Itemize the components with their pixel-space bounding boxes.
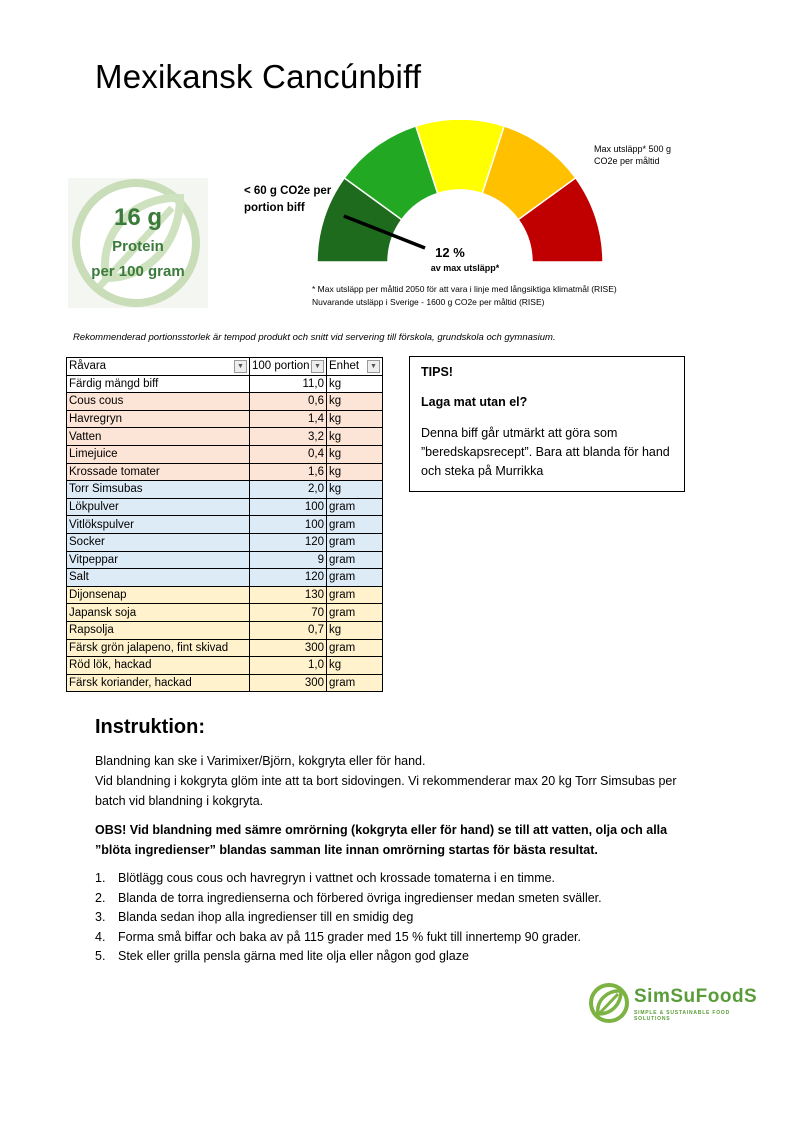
ingredient-amount: 120 [250,569,327,587]
table-row [67,516,383,534]
ingredient-unit: kg [327,428,383,446]
ingredient-name: Dijonsenap [67,586,250,604]
instructions-paragraph: Blandning kan ske i Varimixer/Björn, kokgryta eller för hand. [95,754,426,768]
gauge-footnote [312,283,712,309]
tips-subtitle: Laga mat utan el? [421,395,528,409]
ingredient-name: Färdig mängd biff [67,375,250,393]
instructions-paragraph: Vid blandning i kokgryta glöm inte att ta bort sidovingen. Vi rekommenderar max 20 kg Torr Simsubas per batch vid blandning i kokgryta. [95,774,677,808]
leaf-logo-icon [588,982,632,1026]
table-row [67,410,383,428]
step-number: 1. [95,871,106,885]
instruction-step [95,928,715,948]
ingredient-unit: gram [327,533,383,551]
table-row [67,463,383,481]
step-text: Blanda de torra ingredienserna och förbered övriga ingredienser medan smeten sväller. [118,890,602,905]
ingredient-name: Salt [67,569,250,587]
ingredient-name: Cous cous [67,393,250,411]
filter-dropdown-icon[interactable]: ▼ [367,360,380,373]
ingredient-unit: gram [327,516,383,534]
ingredient-amount: 0,6 [250,393,327,411]
ingredient-name: Färsk koriander, hackad [67,674,250,692]
table-row [67,428,383,446]
ingredient-name: Socker [67,533,250,551]
ingredient-unit: gram [327,569,383,587]
ingredient-unit: kg [327,463,383,481]
ingredient-unit: kg [327,375,383,393]
header-label: Råvara [69,360,107,373]
ingredient-name: Rapsolja [67,621,250,639]
ingredient-unit: gram [327,586,383,604]
tips-title: TIPS! [421,365,453,379]
ingredient-amount: 100 [250,516,327,534]
page-title: Mexikansk Cancúnbiff [95,58,422,95]
footnote-line: * Max utsläpp per måltid 2050 för att vara i linje med långsiktiga klimatmål (RISE) [312,284,617,294]
tips-body: Denna biff går utmärkt att göra som ”beredskapsrecept”. Bara att blanda för hand och steka på Murrikka [421,426,670,478]
instruction-step [95,889,715,909]
table-row [67,393,383,411]
ingredient-unit: gram [327,639,383,657]
ingredient-unit: gram [327,498,383,516]
ingredients-table [66,357,383,692]
instructions-heading: Instruktion: [95,716,205,738]
ingredient-amount: 1,6 [250,463,327,481]
instruction-step [95,869,715,889]
gauge-percent-value: 12 % [435,245,465,260]
logo-name: SimSuFoodS [634,986,758,1007]
protein-label: Protein [112,238,164,255]
footnote-line: Nuvarande utsläpp i Sverige - 1600 g CO2e per måltid (RISE) [312,297,545,307]
ingredient-unit: kg [327,481,383,499]
filter-dropdown-icon[interactable]: ▼ [311,360,324,373]
header-cell-unit [327,358,383,376]
ingredient-amount: 0,4 [250,445,327,463]
tips-box [409,356,685,492]
gauge-max-label: Max utsläpp* 500 g CO2e per måltid [594,144,672,166]
ingredient-name: Torr Simsubas [67,481,250,499]
step-number: 3. [95,910,106,924]
instruction-step [95,947,715,967]
ingredient-name: Krossade tomater [67,463,250,481]
ingredient-unit: gram [327,604,383,622]
ingredient-amount: 1,4 [250,410,327,428]
ingredient-amount: 70 [250,604,327,622]
step-number: 2. [95,890,106,905]
table-header-row [67,358,383,376]
step-text: Forma små biffar och baka av på 115 grader med 15 % fukt till innertemp 90 grader. [118,929,581,944]
header-label: 100 portion [252,360,310,373]
instructions-warning: OBS! Vid blandning med sämre omrörning (kokgryta eller för hand) se till att vatten, olja och alla ”blöta ingredienser” blandas samman lite innan omrörning startas för bästa resultat. [95,823,668,857]
ingredient-amount: 130 [250,586,327,604]
simsufoods-logo [588,982,758,1026]
gauge-percent-label: av max utsläpp* [430,263,500,273]
ingredient-name: Färsk grön jalapeno, fint skivad [67,639,250,657]
table-row [67,657,383,675]
header-cell-ingredient [67,358,250,376]
ingredient-name: Vitpeppar [67,551,250,569]
protein-unit-label: per 100 gram [91,263,185,280]
table-row [67,445,383,463]
table-row [67,498,383,516]
ingredient-unit: kg [327,445,383,463]
ingredient-amount: 3,2 [250,428,327,446]
table-row [67,481,383,499]
ingredient-amount: 300 [250,639,327,657]
step-text: Blötlägg cous cous och havregryn i vattnet och krossade tomaterna i en timme. [118,871,556,885]
instructions-steps [95,869,715,967]
table-row [67,621,383,639]
header-cell-amount [250,358,327,376]
ingredient-unit: gram [327,551,383,569]
ingredient-amount: 11,0 [250,375,327,393]
step-number: 4. [95,929,106,944]
step-text: Blanda sedan ihop alla ingredienser till en smidig deg [118,910,414,924]
ingredient-unit: kg [327,410,383,428]
ingredient-amount: 1,0 [250,657,327,675]
ingredient-unit: kg [327,657,383,675]
ingredient-name: Vitlökspulver [67,516,250,534]
table-row [67,639,383,657]
ingredient-unit: gram [327,674,383,692]
ingredient-name: Röd lök, hackad [67,657,250,675]
ingredient-amount: 100 [250,498,327,516]
logo-tagline: SIMPLE & SUSTAINABLE FOOD SOLUTIONS [634,1010,731,1022]
ingredient-name: Limejuice [67,445,250,463]
table-row [67,569,383,587]
table-row [67,674,383,692]
ingredient-name: Vatten [67,428,250,446]
ingredient-name: Japansk soja [67,604,250,622]
portion-note: Rekommenderad portionsstorlek är tempod produkt och snitt vid servering till förskola, grundskola och gymnasium. [73,332,556,343]
ingredient-amount: 2,0 [250,481,327,499]
gauge-low-label: < 60 g CO2e per portion biff [244,185,332,214]
step-number: 5. [95,949,106,963]
ingredient-amount: 9 [250,551,327,569]
step-text: Stek eller grilla pensla gärna med lite olja eller någon god glaze [118,949,469,963]
table-row [67,604,383,622]
table-row [67,551,383,569]
ingredient-name: Havregryn [67,410,250,428]
filter-dropdown-icon[interactable]: ▼ [234,360,247,373]
table-row [67,533,383,551]
ingredient-amount: 0,7 [250,621,327,639]
ingredient-name: Lökpulver [67,498,250,516]
ingredient-amount: 120 [250,533,327,551]
ingredient-unit: kg [327,393,383,411]
ingredient-unit: kg [327,621,383,639]
table-row [67,586,383,604]
ingredient-amount: 300 [250,674,327,692]
instruction-step [95,908,715,928]
protein-value: 16 g [113,204,163,231]
protein-badge [68,178,208,308]
header-label: Enhet [329,360,360,373]
table-row [67,375,383,393]
co2-gauge [310,120,610,265]
